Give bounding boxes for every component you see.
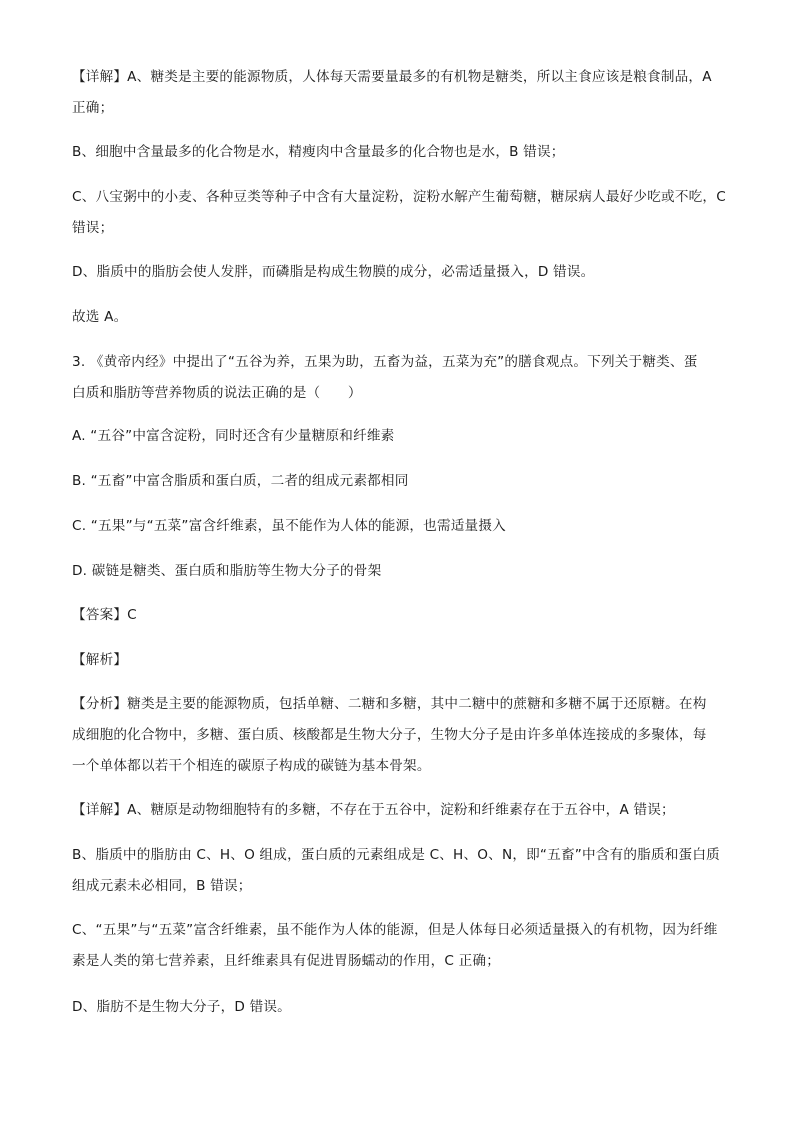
text-line: 【解析】 <box>72 652 128 668</box>
detail-paragraph-2d <box>72 992 736 1023</box>
text-line: C、“五果”与“五菜”富含纤维素，虽不能作为人体的能源，但是人体每日必须适量摄入的有机物，因为纤维 <box>72 922 718 938</box>
option-b <box>72 466 736 497</box>
text-line: 成细胞的化合物中，多糖、蛋白质、核酸都是生物大分子，生物大分子是由许多单体连接成的多聚体，每 <box>72 727 707 743</box>
text-line: A. “五谷”中富含淀粉，同时还含有少量糖原和纤维素 <box>72 428 395 444</box>
text-line: 错误； <box>72 220 114 236</box>
text-line: D、脂质中的脂肪会使人发胖，而磷脂是构成生物膜的成分，必需适量摄入，D 错误。 <box>72 264 595 280</box>
text-line: B、细胞中含量最多的化合物是水，精瘦肉中含量最多的化合物也是水，B 错误； <box>72 144 565 160</box>
option-a <box>72 421 736 452</box>
analysis-paragraph <box>72 689 736 782</box>
text-line: 一个单体都以若干个相连的碳原子构成的碳链为基本骨架。 <box>72 758 431 774</box>
text-line: C、八宝粥中的小麦、各种豆类等种子中含有大量淀粉，淀粉水解产生葡萄糖，糖尿病人最好少吃或不吃，C <box>72 189 726 205</box>
detail-paragraph-d <box>72 257 736 288</box>
detail-paragraph-a <box>72 62 736 124</box>
text-line: B. “五畜”中富含脂质和蛋白质，二者的组成元素都相同 <box>72 473 409 489</box>
detail-paragraph-b <box>72 137 736 168</box>
text-line: 3. 《黄帝内经》中提出了“五谷为养，五果为助，五畜为益，五菜为充”的膳食观点。下列关于糖类、蛋 <box>72 354 698 370</box>
text-line: 【答案】C <box>72 607 137 623</box>
text-line: B、脂质中的脂肪由 C、H、O 组成，蛋白质的元素组成是 C、H、O、N，即“五畜”中含有的脂质和蛋白质 <box>72 847 720 863</box>
text-line: 【详解】A、糖类是主要的能源物质，人体每天需要量最多的有机物是糖类，所以主食应该是粮食制品，A <box>72 69 712 85</box>
text-line: C. “五果”与“五菜”富含纤维素，虽不能作为人体的能源，也需适量摄入 <box>72 518 506 534</box>
conclusion-text <box>72 302 736 333</box>
text-line: 白质和脂肪等营养物质的说法正确的是（ ） <box>72 385 362 401</box>
analysis-heading <box>72 645 736 676</box>
answer-text <box>72 600 736 631</box>
detail-paragraph-2b <box>72 840 736 902</box>
text-line: 【详解】A、糖原是动物细胞特有的多糖，不存在于五谷中，淀粉和纤维素存在于五谷中，A 错误； <box>72 802 675 818</box>
text-line: 【分析】糖类是主要的能源物质，包括单糖、二糖和多糖，其中二糖中的蔗糖和多糖不属于还原糖。在构 <box>72 696 707 712</box>
text-line: 正确； <box>72 100 114 116</box>
detail-paragraph-c <box>72 182 736 244</box>
text-line: 素是人类的第七营养素，且纤维素具有促进胃肠蠕动的作用，C 正确； <box>72 953 501 969</box>
option-c <box>72 511 736 542</box>
text-line: 组成元素未必相同，B 错误； <box>72 878 252 894</box>
option-d <box>72 556 736 587</box>
detail-paragraph-2a <box>72 795 736 826</box>
text-line: 故选 A。 <box>72 309 128 325</box>
question-3-stem <box>72 347 736 409</box>
text-line: D、脂肪不是生物大分子，D 错误。 <box>72 999 291 1015</box>
detail-paragraph-2c <box>72 915 736 977</box>
text-line: D. 碳链是糖类、蛋白质和脂肪等生物大分子的骨架 <box>72 563 382 579</box>
